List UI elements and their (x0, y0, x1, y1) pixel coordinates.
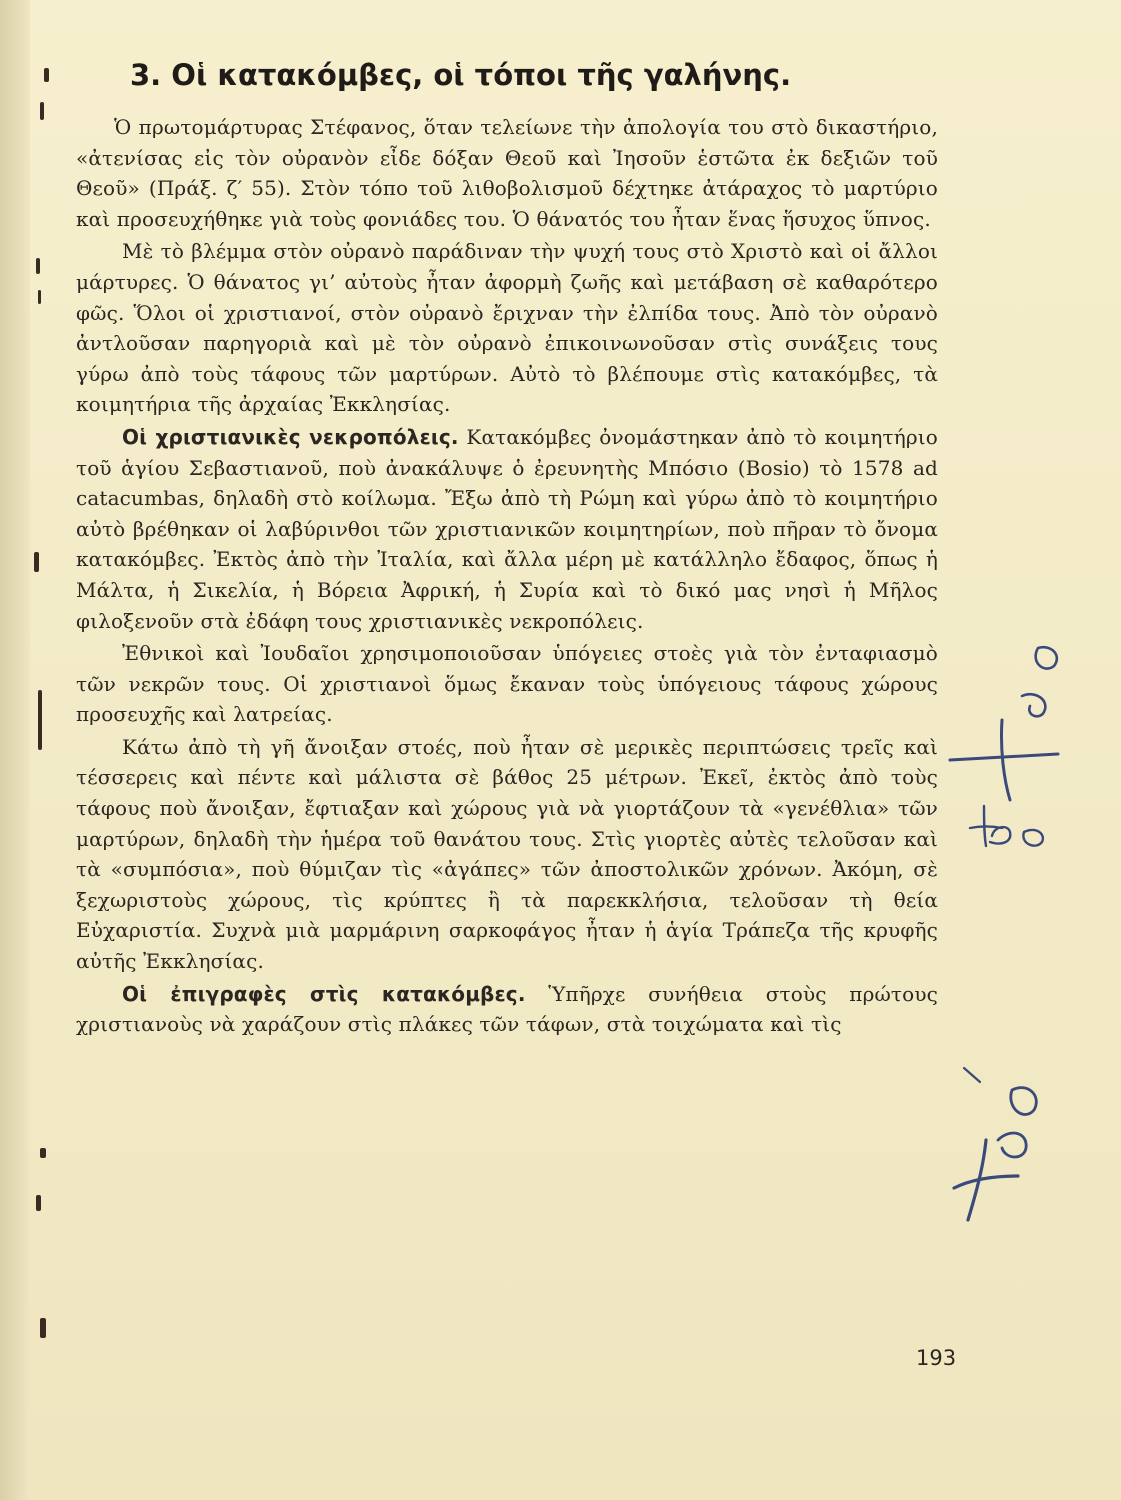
paragraph-text: Ὁ πρωτομάρτυρας Στέφανος, ὅταν τελείωνε τὴν ἀπολογία του στὸ δικαστήριο, «ἀτενίσας εἰς τὸν οὐρανὸν εἶδε δόξαν Θεοῦ καὶ Ἰησοῦν ἑστῶτα ἐκ δεξιῶν τοῦ Θεοῦ» (Πράξ. ζ′ 55). Στὸν τόπο τοῦ λιθοβολισμοῦ δέχτηκε ἀτάραχος τὸ μαρτύριο καὶ προσευχήθηκε γιὰ τοὺς φονιάδες του. Ὁ θάνατός του ἦταν ἕνας ἥσυχος ὕπνος. (76, 115, 938, 231)
paragraph (76, 638, 938, 730)
paragraph (76, 979, 938, 1040)
handwritten-note (950, 647, 1058, 800)
paragraph (76, 732, 938, 977)
margin-mark (36, 1195, 41, 1211)
margin-mark (36, 258, 40, 274)
paragraph-text: Ἐθνικοὶ καὶ Ἰουδαῖοι χρησιμοποιοῦσαν ὑπόγειες στοὲς γιὰ τὸν ἐνταφιασμὸ τῶν νεκρῶν τους. Οἱ χριστιανοὶ ὅμως ἔκαναν τοὺς ὑπόγειους τάφους χώρους προσευχῆς καὶ λατρείας. (76, 641, 938, 727)
page-number: 193 (916, 1346, 957, 1370)
margin-mark (44, 68, 49, 82)
margin-mark (40, 1148, 46, 1158)
margin-mark (38, 690, 42, 750)
section-heading: 3. Οἱ κατακόμβες, οἱ τόποι τῆς γαλήνης. (130, 58, 792, 92)
paragraph-text: Μὲ τὸ βλέμμα στὸν οὐρανὸ παράδιναν τὴν ψυχή τους στὸ Χριστὸ καὶ οἱ ἄλλοι μάρτυρες. Ὁ θάνατος γι’ αὐτοὺς ἦταν ἀφορμὴ ζωῆς καὶ μετάβαση σὲ καθαρότερο φῶς. Ὅλοι οἱ χριστιανοί, στὸν οὐρανὸ ἔριχναν τὴν ἐλπίδα τους. Ἀπὸ τὸν οὐρανὸ ἀντλοῦσαν παρηγοριὰ καὶ μὲ τὸν οὐρανὸ ἐπικοινωνοῦσαν στὶς συνάξεις τους γύρω ἀπὸ τοὺς τάφους τῶν μαρτύρων. Αὐτὸ τὸ βλέπουμε στὶς κατακόμβες, τὰ κοιμητήρια τῆς ἀρχαίας Ἐκκλησίας. (76, 239, 938, 417)
handwritten-note (954, 1068, 1036, 1220)
paragraph-text: Ὑπῆρχε συνήθεια στοὺς πρώτους χριστιανοὺς νὰ χαράζουν στὶς πλάκες τῶν τάφων, στὰ τοιχώματα καὶ τὶς (76, 981, 938, 1037)
margin-mark (40, 1318, 46, 1338)
margin-mark (34, 552, 39, 572)
paragraph (76, 236, 938, 420)
handwritten-annotations (940, 620, 1100, 1280)
margin-mark (38, 290, 41, 304)
paragraph-text: Κάτω ἀπὸ τὴ γῆ ἄνοιξαν στοές, ποὺ ἦταν σὲ μερικὲς περιπτώσεις τρεῖς καὶ τέσσερεις καὶ πέντε καὶ μάλιστα σὲ βάθος 25 μέτρων. Ἐκεῖ, ἐκτὸς ἀπὸ τοὺς τάφους ποὺ ἄνοιξαν, ἔφτιαξαν καὶ χώρους γιὰ νὰ γιορτάζουν τὰ «γενέθλια» τῶν μαρτύρων, δηλαδὴ τὴν ἡμέρα τοῦ θανάτου τους. Στὶς γιορτὲς αὐτὲς τελοῦσαν καὶ τὰ «συμπόσια», ποὺ θύμιζαν τὶς «ἀγάπες» τῶν ἀποστολικῶν χρόνων. Ἀκόμη, σὲ ξεχωριστοὺς χώρους, τὶς κρύπτες ἢ τὰ παρεκκλήσια, τελοῦσαν τὴ θεία Εὐχαριστία. Συχνὰ μιὰ μαρμάρινη σαρκοφάγος ἦταν ἡ ἁγία Τράπεζα τῆς κρυφῆς αὐτῆς Ἐκκλησίας. (76, 734, 938, 974)
margin-mark (40, 102, 44, 120)
paragraph-subheading: Οἱ ἐπιγραφὲς στὶς κατακόμβες. (122, 981, 526, 1006)
paragraph-text: Κατακόμβες ὀνομάστηκαν ἀπὸ τὸ κοιμητήριο τοῦ ἁγίου Σεβαστιανοῦ, ποὺ ἀνακάλυψε ὁ ἐρευνητὴς Μπόσιο (Bosio) τὸ 1578 ad catacumbas, δηλαδὴ στὸ κοίλωμα. Ἔξω ἀπὸ τὴ Ρώμη καὶ γύρω ἀπὸ τὸ κοιμητήριο αὐτὸ βρέθηκαν οἱ λαβύρινθοι τῶν χριστιανικῶν κοιμητηρίων, ποὺ πῆραν τὸ ὄνομα κατακόμβες. Ἐκτὸς ἀπὸ τὴν Ἰταλία, καὶ ἄλλα μέρη μὲ κατάλληλο ἔδαφος, ὅπως ἡ Μάλτα, ἡ Σικελία, ἡ Βόρεια Ἀφρική, ἡ Συρία καὶ τὸ δικό μας νησὶ ἡ Μῆλος φιλοξενοῦν στὰ ἐδάφη τους χριστιανικὲς νεκροπόλεις. (76, 424, 938, 633)
page-binding-edge (0, 0, 30, 1500)
paragraph-subheading: Οἱ χριστιανικὲς νεκροπόλεις. (122, 424, 459, 449)
body-text (76, 112, 938, 1042)
handwritten-note (970, 806, 1043, 846)
paragraph (76, 112, 938, 234)
paragraph (76, 422, 938, 636)
